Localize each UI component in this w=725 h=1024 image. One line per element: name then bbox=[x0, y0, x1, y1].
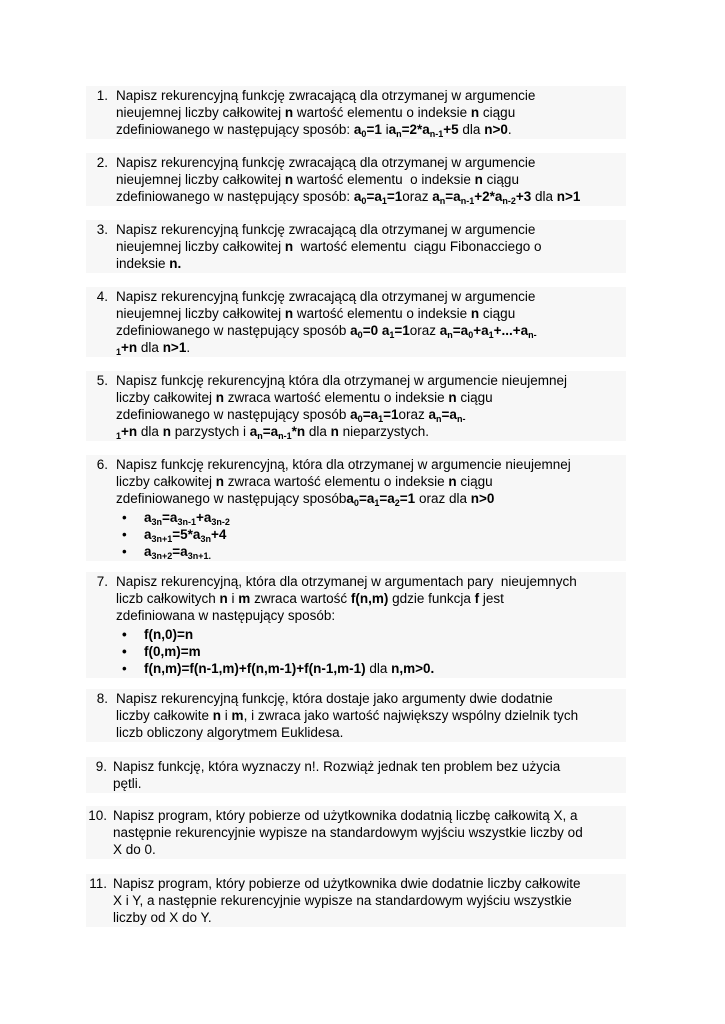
exercise-number: 10. bbox=[88, 808, 107, 823]
list-item: • f(n,m)=f(n-1,m)+f(n,m-1)+f(n-1,m-1) dla n,m>0. bbox=[144, 660, 626, 677]
exercise-text: Napisz funkcję rekurencyjną która dla otrzymanej w argumencie nieujemnej liczby całkowitej n zwraca wartość elementu o indeksie n ciągu zdefiniowanego w następujący sposób $a_0=a_1=1oraz$ $a_n=a_{n-}$ $_1$+n dla n parzystych i $a_n=a_{n-1}*n$ dla n nieparzystych. bbox=[116, 373, 567, 441]
exercise-text: Napisz funkcję rekurencyjną, która dla otrzymanej w argumencie nieujemnej liczby całkowitej n zwraca wartość elementu o indeksie n ciągu zdefiniowanego w następujący $sposóba_0=a_1=a_2=1$ oraz dla n>0 • $a_{3n}=a_{3n-1}+a_{3n-2}$ • $a_{3n+1}=5*a_{3n}+4$ • $a_{3n+2}=a_{3n+1.}$ bbox=[116, 456, 626, 560]
list-item: • $a_{3n}=a_{3n-1}+a_{3n-2}$ bbox=[144, 509, 626, 526]
exercise-text: Napisz funkcję, która wyznaczy n!. Rozwiąż jednak ten problem bez użycia pętli. bbox=[113, 759, 561, 791]
exercise-text: Napisz program, który pobierze od użytkownika dodatnią liczbę całkowitą X, a następnie rekurencyjnie wypisze na standardowym wyjściu wszystkie liczby od X do 0. bbox=[113, 808, 583, 857]
exercise-text: Napisz program, który pobierze od użytkownika dwie dodatnie liczby całkowite X i Y, a następnie rekurencyjnie wypisze na standardowym wyjściu wszystkie liczby od X do Y. bbox=[113, 876, 581, 925]
exercise-number: 3. bbox=[96, 222, 108, 237]
exercise-9 bbox=[86, 757, 626, 793]
exercise-number: 9. bbox=[95, 759, 107, 774]
exercise-text: Napisz rekurencyjną funkcję, która dostaje jako argumenty dwie dodatnie liczby całkowite n i m, i zwraca jako wartość największy wspólny dzielnik tych liczb obliczony algorytmem Euklidesa. bbox=[116, 691, 579, 740]
exercise-number: 7. bbox=[96, 574, 108, 589]
list-item: • f(n,0)=n bbox=[144, 626, 626, 643]
exercise-10 bbox=[86, 806, 626, 859]
exercise-8 bbox=[86, 689, 626, 742]
exercise-6 bbox=[86, 455, 626, 561]
exercise-number: 8. bbox=[96, 691, 108, 706]
exercise-2 bbox=[86, 153, 626, 206]
exercise-text: Napisz rekurencyjną funkcję zwracającą dla otrzymanej w argumencie nieujemnej liczby całkowitej n wartość elementu o indeksie n ciągu zdefiniowanego w następujący sposób $a_0=0$ $a_1=1oraz$ $a_n=a_0+a_1+...+a_{n-}$ $_1$+n dla n>1. bbox=[116, 289, 537, 357]
exercise-5 bbox=[86, 371, 626, 441]
formula-list bbox=[116, 509, 626, 560]
exercise-text: Napisz rekurencyjną funkcję zwracającą dla otrzymanej w argumencie nieujemnej liczby całkowitej n wartość elementu o indeksie n ciągu zdefiniowanego w następujący sposób: $a_0=a_1=1oraz$ $a_n=a_{n-1}+2*a_{n-2}+3$ dla n>1 bbox=[116, 155, 581, 206]
formula-list bbox=[116, 626, 626, 677]
exercise-number: 11. bbox=[89, 876, 107, 891]
exercise-text: Napisz rekurencyjną, która dla otrzymanej w argumentach pary nieujemnych liczb całkowitych n i m zwraca wartość f(n,m) gdzie funkcja f jest zdefiniowana w następujący sposób: • f(n,0)=n • f(0,m)=m • f(n,m)=f(n-1,m)+f(n,m-1)+f(n-1,m-1) dla n,m>0. bbox=[116, 573, 626, 677]
exercise-number: 6. bbox=[96, 457, 108, 472]
exercise-number: 2. bbox=[96, 155, 108, 170]
exercise-7 bbox=[86, 572, 626, 678]
exercise-11 bbox=[86, 874, 626, 927]
exercise-1 bbox=[86, 86, 626, 139]
exercise-4 bbox=[86, 287, 626, 357]
list-item: • $a_{3n+2}=a_{3n+1.}$ bbox=[144, 543, 626, 560]
exercise-text: Napisz rekurencyjną funkcję zwracającą dla otrzymanej w argumencie nieujemnej liczby całkowitej n wartość elementu o indeksie n ciągu zdefiniowanego w następujący sposób: $a_0=1$ $ia_n=2*a_{n-1}+5$ dla n>0. bbox=[116, 88, 536, 139]
exercise-text: Napisz rekurencyjną funkcję zwracającą dla otrzymanej w argumencie nieujemnej liczby całkowitej n wartość elementu ciągu Fibonacciego o indeksie n. bbox=[116, 222, 542, 271]
list-item: • f(0,m)=m bbox=[144, 643, 626, 660]
exercise-number: 1. bbox=[96, 88, 108, 103]
list-item: • $a_{3n+1}=5*a_{3n}+4$ bbox=[144, 526, 626, 543]
exercise-3 bbox=[86, 220, 626, 273]
exercise-number: 5. bbox=[96, 373, 108, 388]
exercise-number: 4. bbox=[96, 289, 108, 304]
